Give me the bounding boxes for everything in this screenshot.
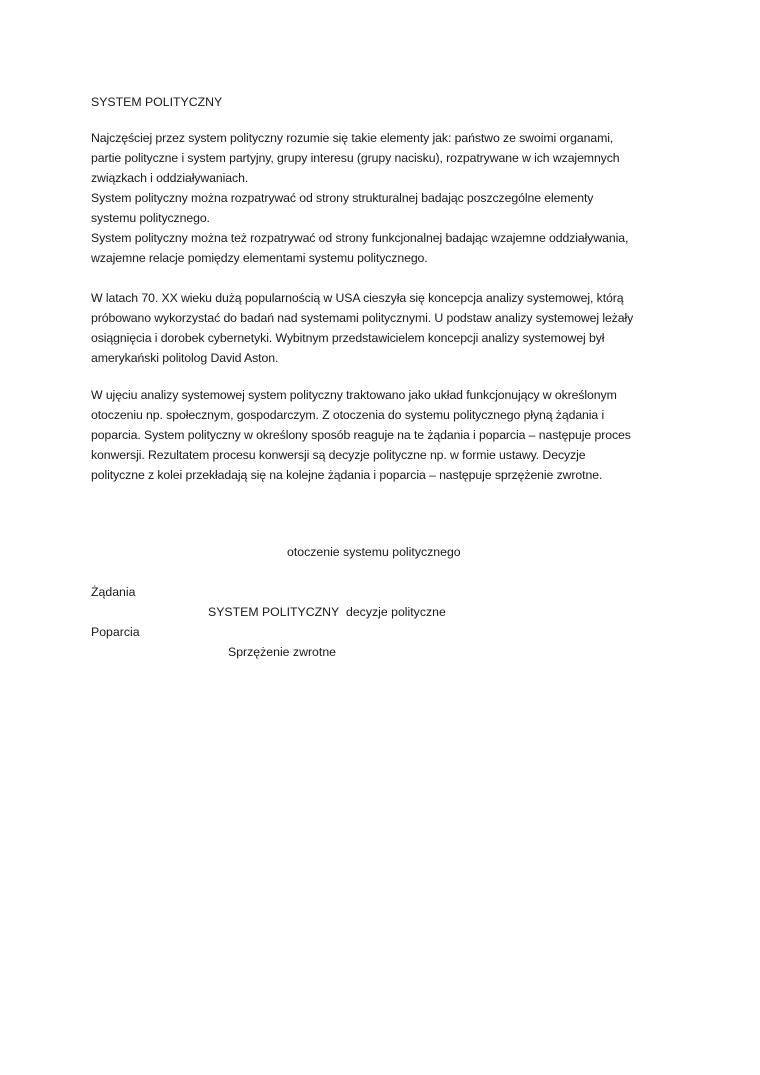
- paragraph-line: amerykański politolog David Aston.: [91, 351, 279, 365]
- paragraph-line: związkach i oddziaływaniach.: [91, 171, 249, 185]
- paragraph-line: poparcia. System polityczny w określony sposób reaguje na te żądania i poparcia – następuje proces: [91, 428, 631, 442]
- paragraph-line: osiągnięcia i dorobek cybernetyki. Wybitnym przedstawicielem koncepcji analizy systemowej był: [91, 331, 605, 345]
- paragraph-line: próbowano wykorzystać do badań nad systemami politycznymi. U podstaw analizy systemowej leżały: [91, 311, 634, 325]
- paragraph-line: partie polityczne i system partyjny, grupy interesu (grupy nacisku), rozpatrywane w ich wzajemnych: [91, 151, 620, 165]
- paragraph-line: System polityczny można też rozpatrywać od strony funkcjonalnej badając wzajemne oddziaływania,: [91, 231, 629, 245]
- diagram-feedback-label: Sprzężenie zwrotne: [228, 645, 336, 659]
- document-title: SYSTEM POLITYCZNY: [91, 95, 223, 109]
- paragraph-line: konwersji. Rezultatem procesu konwersji są decyzje polityczne np. w formie ustawy. Decyzje: [91, 448, 586, 462]
- paragraph-line: otoczeniu np. społecznym, gospodarczym. Z otoczenia do systemu politycznego płyną żądania i: [91, 408, 605, 422]
- diagram-system-label: SYSTEM POLITYCZNY: [208, 605, 340, 619]
- paragraph-line: wzajemne relacje pomiędzy elementami systemu politycznego.: [91, 251, 428, 265]
- diagram-support-label: Poparcia: [91, 625, 140, 639]
- paragraph-definition: [91, 128, 671, 268]
- paragraph-line: Najczęściej przez system polityczny rozumie się takie elementy jak: państwo ze swoimi organami,: [91, 131, 614, 145]
- paragraph-line: systemu politycznego.: [91, 211, 210, 225]
- paragraph-system-model: [91, 385, 671, 485]
- paragraph-line: W latach 70. XX wieku dużą popularnością w USA cieszyła się koncepcja analizy systemowej, którą: [91, 291, 624, 305]
- paragraph-system-analysis: [91, 288, 671, 368]
- paragraph-line: System polityczny można rozpatrywać od strony strukturalnej badając poszczególne elementy: [91, 191, 594, 205]
- diagram-environment-label: otoczenie systemu politycznego: [287, 545, 461, 559]
- paragraph-line: polityczne z kolei przekładają się na kolejne żądania i poparcia – następuje sprzężenie zwrotne.: [91, 468, 603, 482]
- paragraph-line: W ujęciu analizy systemowej system polityczny traktowano jako układ funkcjonujący w określonym: [91, 388, 617, 402]
- diagram-decisions-label: decyzje polityczne: [346, 605, 446, 619]
- diagram-demands-label: Żądania: [91, 585, 136, 599]
